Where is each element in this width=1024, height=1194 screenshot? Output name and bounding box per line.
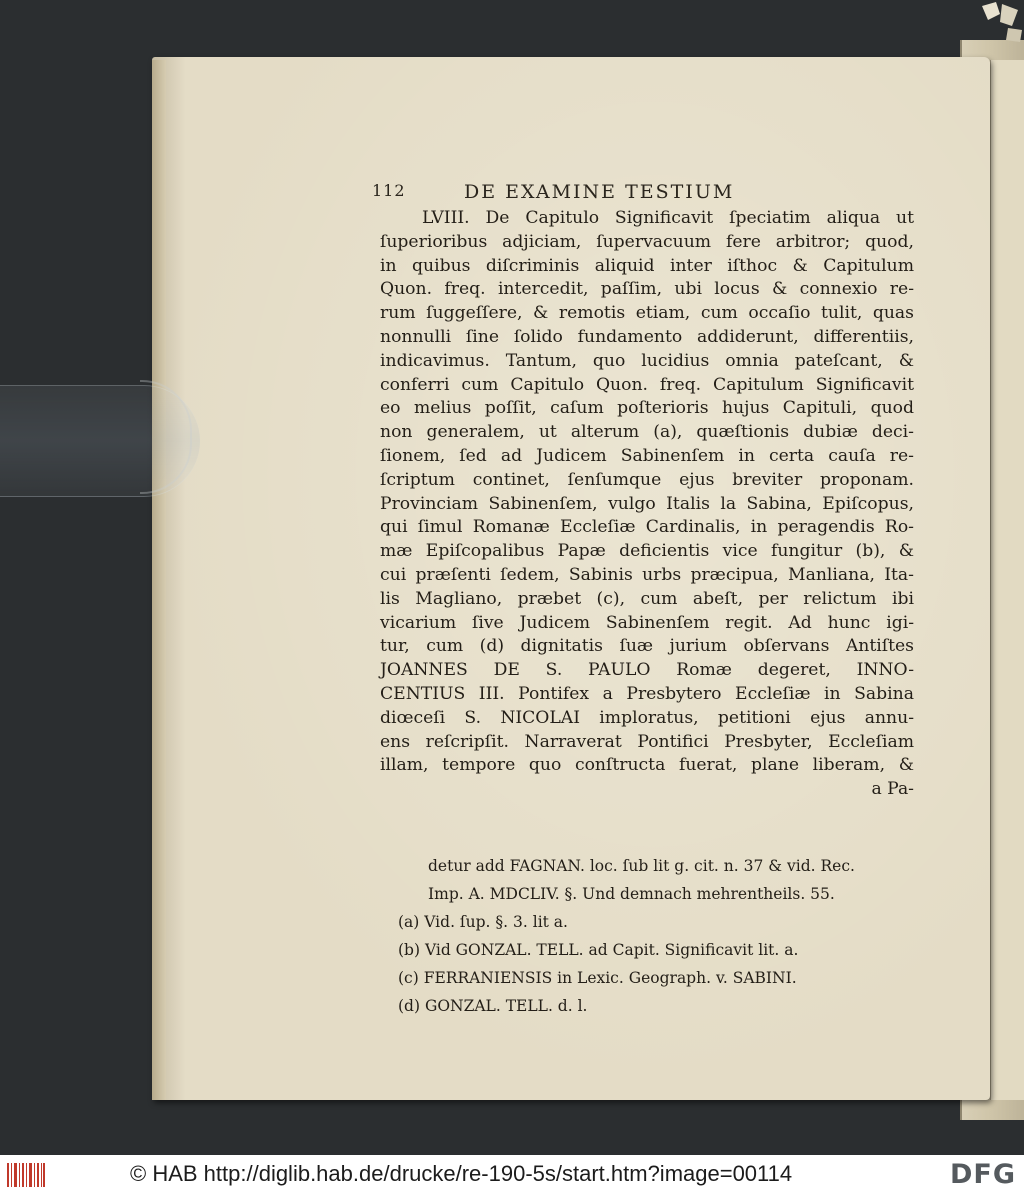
text-line: rum ſuggeſſere, & remotis etiam, cum occaſio tulit, quas (380, 303, 914, 324)
text-line: ens reſcripſit. Narraverat Pontifici Presbyter, Eccleſiam (380, 731, 914, 752)
text-line: eo melius poſſit, caſum poſterioris hujus Capituli, quod (380, 398, 914, 419)
text-line: Provinciam Sabinenſem, vulgo Italis la Sabina, Epiſcopus, (380, 493, 914, 514)
footnotes (398, 852, 904, 1020)
page-gutter (152, 60, 166, 1100)
footnote-line: (a) Vid. ſup. §. 3. lit a. (398, 913, 568, 931)
text-line: nonnulli ſine ſolido fundamento addiderunt, differentiis, (380, 326, 914, 347)
text-line: lis Magliano, præbet (c), cum abeſt, per relictum ibi (380, 588, 914, 609)
dfg-logo: DFG (949, 1159, 1016, 1190)
text-line: non generalem, ut alterum (a), quæſtionis dubiæ deci- (380, 422, 914, 443)
text-line: ſuperioribus adjiciam, ſupervacuum fere arbitror; quod, (380, 231, 914, 252)
running-title: DE EXAMINE TESTIUM (464, 181, 735, 203)
footnote-line: Imp. A. MDCLIV. §. Und demnach mehrentheils. 55. (428, 885, 835, 903)
text-line: mæ Epiſcopalibus Papæ deficientis vice fungitur (b), & (380, 541, 914, 562)
text-line: in quibus diſcriminis aliquid inter iſthoc & Capitulum (380, 255, 914, 276)
text-line: LVIII. De Capitulo Significavit ſpeciatim aliqua ut (422, 208, 914, 228)
corner-tab-icon (978, 0, 1024, 44)
text-line: indicavimus. Tantum, quo lucidius omnia pateſcant, & (380, 350, 914, 371)
text-line: conferri cum Capitulo Quon. freq. Capitulum Significavit (380, 374, 914, 395)
footer-bar (0, 1155, 1024, 1194)
footnote-line: (b) Vid GONZAL. TELL. ad Capit. Significavit lit. a. (398, 941, 799, 959)
catchword: a Pa- (871, 779, 914, 800)
text-line: diœceſi S. NICOLAI imploratus, petitioni ejus annu- (380, 707, 914, 728)
text-line: qui ſimul Romanæ Eccleſiæ Cardinalis, in peragendis Ro- (380, 517, 914, 538)
text-line: illam, tempore quo conſtructa fuerat, plane liberam, & (380, 755, 914, 776)
text-line: JOANNES DE S. PAULO Romæ degeret, INNO- (380, 660, 914, 681)
footnote-line: detur add FAGNAN. loc. ſub lit g. cit. n. 37 & vid. Rec. (428, 857, 855, 875)
text-line: ſionem, ſed ad Judicem Sabinenſem in certa cauſa re- (380, 445, 914, 466)
text-line: ſcriptum continet, ſenſumque ejus breviter proponam. (380, 469, 914, 490)
text-line: CENTIUS III. Pontifex a Presbytero Eccleſiæ in Sabina (380, 683, 914, 704)
footnote-line: (c) FERRANIENSIS in Lexic. Geograph. v. SABINI. (398, 969, 797, 987)
text-line: Quon. freq. intercedit, paſſim, ubi locus & connexio re- (380, 279, 914, 300)
barcode-icon (6, 1161, 46, 1189)
text-line: vicarium ſive Judicem Sabinenſem regit. Ad hunc igi- (380, 612, 914, 633)
footnote-line: (d) GONZAL. TELL. d. l. (398, 997, 588, 1015)
page-number: 112 (372, 181, 406, 200)
source-link[interactable]: © HAB http://diglib.hab.de/drucke/re-190-5s/start.htm?image=00114 (130, 1161, 793, 1186)
text-line: tur, cum (d) dignitatis ſuæ jurium obſervans Antiſtes (380, 636, 914, 657)
text-line: cui præſenti ſedem, Sabinis urbs præcipua, Manliana, Ita- (380, 564, 914, 585)
body-text (380, 207, 914, 802)
page-fore-edge (990, 60, 1024, 1100)
